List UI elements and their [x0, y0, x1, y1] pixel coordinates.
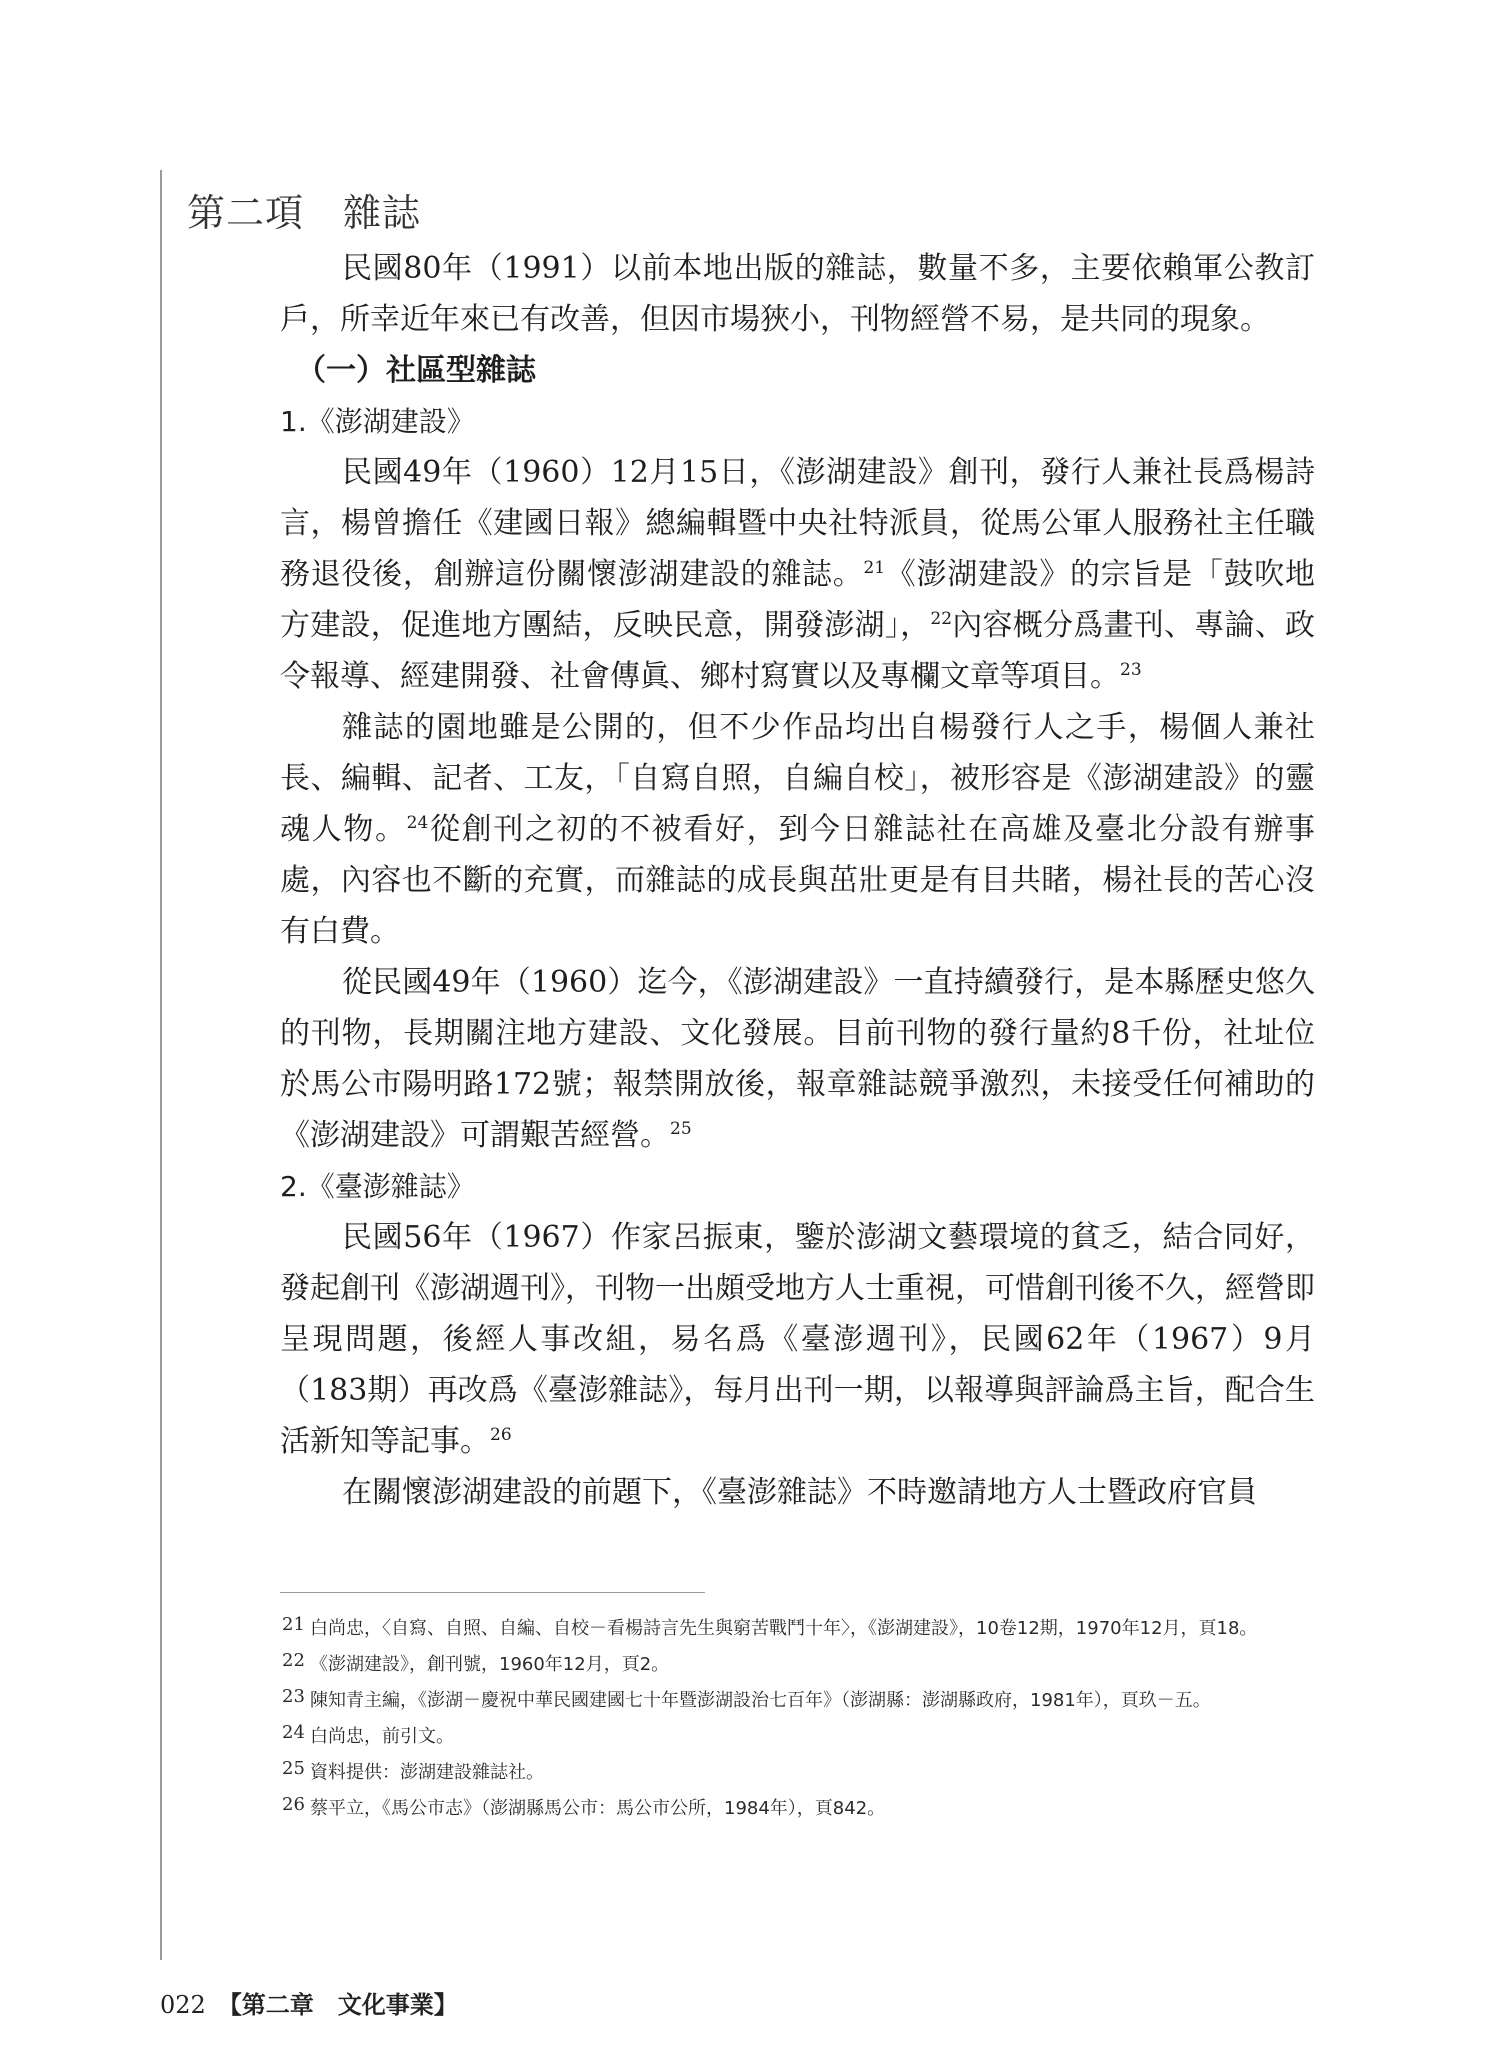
footnote-number: 23: [282, 1686, 305, 1707]
footnote: [282, 1682, 1317, 1716]
page-vertical-rule: [160, 170, 162, 1960]
footnote-text: 《澎湖建設》，創刊號，1960年12月，頁2。: [310, 1654, 670, 1675]
paragraph: 民國49年（1960）12月15日，《澎湖建設》創刊，發行人兼社長爲楊詩言，楊曾擔任《建國日報》總編輯暨中央社特派員，從馬公軍人服務社主任職務退役後，創辦這份關懷澎湖建設的雜誌。$^{21}$《澎湖建設》的宗旨是「鼓吹地方建設，促進地方團結，反映民意，開發澎湖」，$^{22}$內容概分爲畫刊、專論、政令報導、經建開發、社會傳眞、鄉村寫實以及專欄文章等項目。$^{23}$: [280, 455, 1316, 694]
footnote-text: 資料提供：澎湖建設雜誌社。: [310, 1762, 544, 1783]
footnote-text: 白尚忠，前引文。: [310, 1726, 454, 1747]
chapter-label: 【第二章 文化事業】: [217, 1990, 458, 2019]
footnote: [282, 1610, 1317, 1644]
paragraph: 在關懷澎湖建設的前題下，《臺澎雜誌》不時邀請地方人士暨政府官員: [342, 1475, 1257, 1510]
footnote-text: 陳知青主編，《澎湖－慶祝中華民國建國七十年暨澎湖設治七百年》（澎湖縣：澎湖縣政府，1981年），頁玖－五。: [310, 1690, 1211, 1711]
footnote-number: 25: [282, 1758, 305, 1779]
footnote-number: 24: [282, 1722, 305, 1743]
footnote-number: 26: [282, 1794, 305, 1815]
item-heading-taipeng-magazine: 2.《臺澎雜誌》: [280, 1170, 475, 1203]
footnotes: [282, 1610, 1317, 1826]
footnote-number: 21: [282, 1614, 305, 1635]
footnote: [282, 1718, 1317, 1752]
footnote-number: 22: [282, 1650, 305, 1671]
sub-heading-community-magazines: （一）社區型雜誌: [296, 353, 536, 388]
footnote-ref: 24: [406, 813, 429, 833]
paragraph: 雜誌的園地雖是公開的，但不少作品均出自楊發行人之手，楊個人兼社長、編輯、記者、工友，「自寫自照，自編自校」，被形容是《澎湖建設》的靈魂人物。$^{24}$從創刊之初的不被看好，到今日雜誌社在高雄及臺北分設有辦事處，內容也不斷的充實，而雜誌的成長與茁壯更是有目共睹，楊社長的苦心沒有白費。: [280, 710, 1316, 949]
footnote: [282, 1646, 1317, 1680]
page-number: 022: [160, 1991, 206, 2019]
page-footer: [160, 1985, 458, 2020]
footnote-ref: 22: [930, 609, 953, 629]
footnote: [282, 1754, 1317, 1788]
footnote-ref: 21: [863, 558, 886, 578]
footnote-text: 蔡平立，《馬公市志》（澎湖縣馬公市：馬公市公所，1984年），頁842。: [310, 1798, 886, 1819]
footnote: [282, 1790, 1317, 1824]
paragraph-intro: 民國80年（1991）以前本地出版的雜誌，數量不多，主要依賴軍公教訂戶，所幸近年來已有改善，但因市場狹小，刊物經營不易，是共同的現象。: [280, 251, 1315, 337]
body-text: [280, 243, 1315, 1518]
section-heading: 第二項 雜誌: [187, 191, 422, 235]
paragraph: 民國56年（1967）作家呂振東，鑒於澎湖文藝環境的貧乏，結合同好，發起創刊《澎湖週刊》，刊物一出頗受地方人士重視，可惜創刊後不久，經營即呈現問題，後經人事改組，易名爲《臺澎週刊》，民國62年（1967）9月（183期）再改爲《臺澎雜誌》，每月出刊一期，以報導與評論爲主旨，配合生活新知等記事。$^{26}$: [280, 1220, 1315, 1459]
footnote-ref: 25: [670, 1119, 692, 1139]
footnote-divider: [280, 1592, 705, 1593]
footnote-ref: 26: [490, 1425, 512, 1445]
footnote-text: 白尚忠，〈自寫、自照、自編、自校－看楊詩言先生與窮苦戰鬥十年〉，《澎湖建設》，10卷12期，1970年12月，頁18。: [310, 1618, 1258, 1639]
footnote-ref: 23: [1120, 660, 1142, 680]
paragraph: 從民國49年（1960）迄今，《澎湖建設》一直持續發行，是本縣歷史悠久的刊物，長期關注地方建設、文化發展。目前刊物的發行量約8千份，社址位於馬公市陽明路172號；報禁開放後，報章雜誌競爭激烈，未接受任何補助的《澎湖建設》可謂艱苦經營。$^{25}$: [280, 965, 1315, 1153]
item-heading-penghu-construction: 1.《澎湖建設》: [280, 405, 475, 438]
